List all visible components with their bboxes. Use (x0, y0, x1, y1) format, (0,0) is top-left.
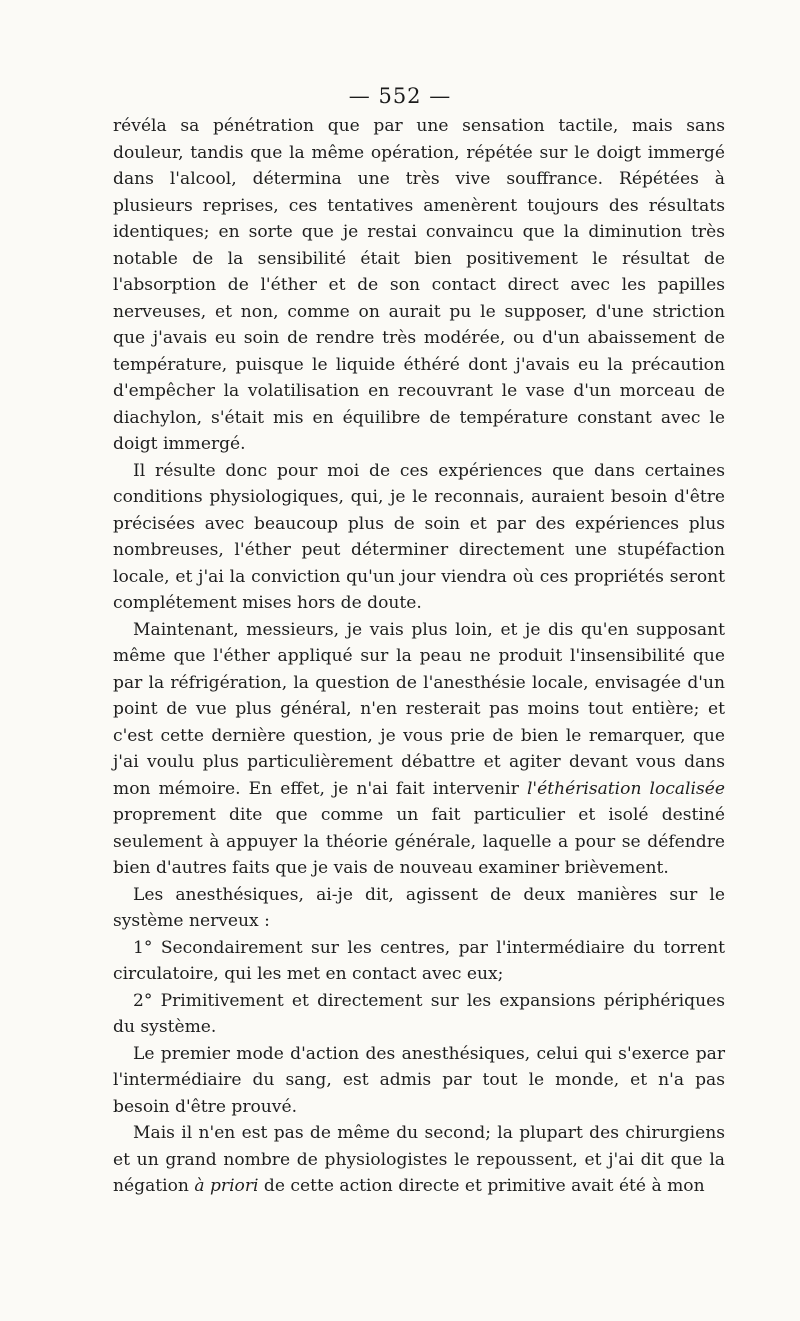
text-run: 2° Primitivement et directement sur les expansions périphériques du système. (113, 990, 725, 1037)
text-run: Il résulte donc pour moi de ces expériences que dans certaines conditions physiologiques, qui, je le reconnais, auraient besoin d'être précisées avec beaucoup plus de soin et par des expériences plus nombreuses, l'éther peut déterminer directement une stupéfaction locale, et j'ai la conviction qu'un jour viendra où ces propriétés seront complétement mises hors de doute. (113, 460, 725, 613)
paragraph (113, 617, 725, 882)
paragraph (113, 935, 725, 988)
paragraph (113, 113, 725, 458)
italic-phrase: l'éthérisation localisée (526, 778, 725, 799)
text-run: révéla sa pénétration que par une sensation tactile, mais sans douleur, tandis que la même opération, répétée sur le doigt immergé dans l'alcool, détermina une très vive souffrance. Répétées à plusieurs reprises, ces tentatives amenèrent toujours des résultats identiques; en sorte que je restai convaincu que la diminution très notable de la sensibilité était bien positivement le résultat de l'absorption de l'éther et de son contact direct avec les papilles nerveuses, et non, comme on aurait pu le supposer, d'une striction que j'avais eu soin de rendre très modérée, ou d'un abaissement de température, puisque le liquide éthéré dont j'avais eu la précaution d'empêcher la volatilisation en recouvrant le vase d'un morceau de diachylon, s'était mis en équilibre de température constant avec le doigt immergé. (113, 116, 725, 454)
paragraph (113, 458, 725, 617)
paragraph (113, 1120, 725, 1200)
body-text (113, 113, 725, 1200)
paragraph (113, 1041, 725, 1121)
text-run: Maintenant, messieurs, je vais plus loin, et je dis qu'en supposant même que l'éther appliqué sur la peau ne produit l'insensibilité que par la réfrigération, la question de l'anesthésie locale, envisagée d'un point de vue plus général, n'en resterait pas moins tout entière; et c'est cette dernière question, je vous prie de bien le remarquer, que j'ai voulu plus particulièrement débattre et agiter devant vous dans mon mémoire. En effet, je n'ai fait intervenir (113, 619, 725, 799)
text-run: Les anesthésiques, ai-je dit, agissent de deux manières sur le système nerveux : (113, 884, 725, 931)
text-run: de cette action directe et primitive avait été à mon (258, 1176, 705, 1196)
page-number: — 552 — (348, 84, 452, 108)
text-run: 1° Secondairement sur les centres, par l'intermédiaire du torrent circulatoire, qui les met en contact avec eux; (113, 937, 725, 984)
text-run: proprement dite que comme un fait particulier et isolé destiné seulement à appuyer la théorie générale, laquelle a pour se défendre bien d'autres faits que je vais de nouveau examiner brièvement. (113, 805, 725, 878)
paragraph (113, 882, 725, 935)
text-run: Le premier mode d'action des anesthésiques, celui qui s'exerce par l'intermédiaire du sang, est admis par tout le monde, et n'a pas besoin d'être prouvé. (113, 1043, 725, 1117)
italic-phrase: à priori (194, 1176, 259, 1196)
text-run: Mais il n'en est pas de même du second; la plupart des chirurgiens et un grand nombre de physiologistes le repoussent, et j'ai dit que la négation (113, 1123, 725, 1196)
paragraph (113, 988, 725, 1041)
